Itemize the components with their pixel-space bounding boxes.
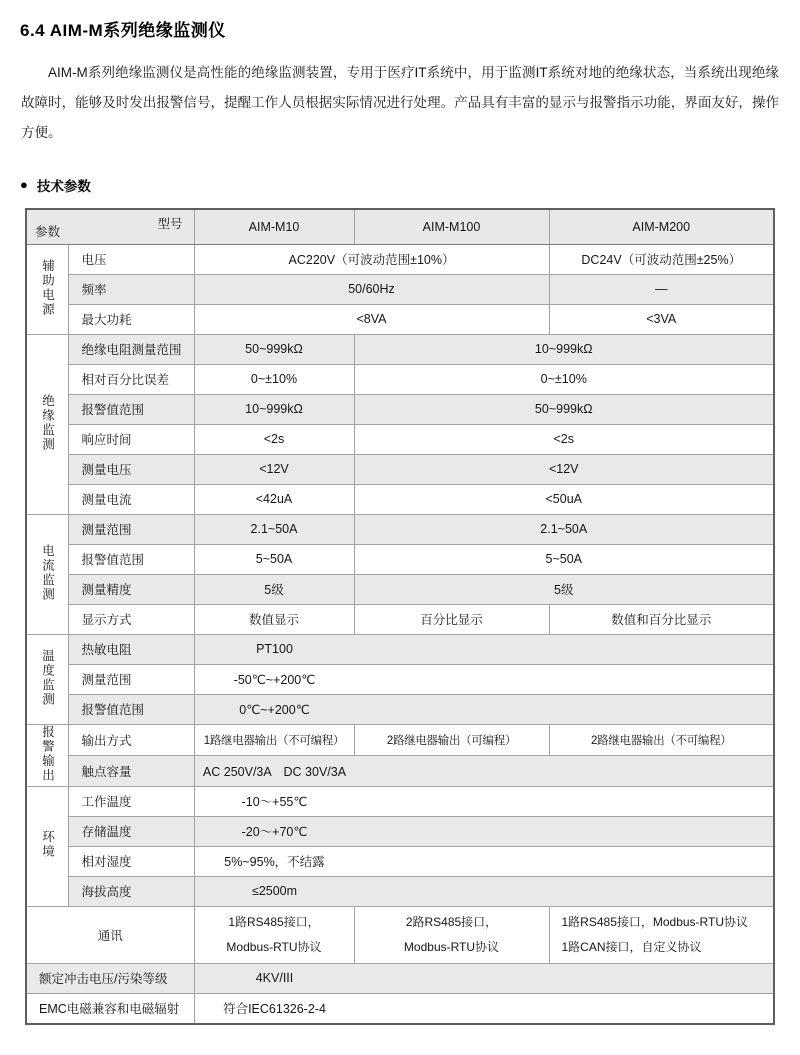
row-current-range: [26, 514, 774, 544]
row-temp-alarm-range: [26, 694, 774, 724]
display-mode-value-m100: 百分比显示: [354, 604, 549, 634]
current-range-value-m100-m200: 2.1~50A: [354, 514, 774, 544]
row-resistance-range-label: 绝缘电阻测量范围: [68, 334, 194, 364]
row-altitude-label: 海拔高度: [68, 876, 194, 906]
communication-value-m200: [549, 906, 774, 963]
document-page: [0, 16, 800, 1055]
resistance-range-value-m100-m200: 10~999kΩ: [354, 334, 774, 364]
emc-value-text: 符合IEC61326-2-4: [223, 1002, 326, 1017]
row-display-mode: [26, 604, 774, 634]
row-frequency: [26, 274, 774, 304]
insulation-alarm-value-m10: 10~999kΩ: [194, 394, 354, 424]
temp-alarm-value-all: [194, 694, 774, 724]
relative-error-value-m100-m200: 0~±10%: [354, 364, 774, 394]
col-header-aim-m100: AIM-M100: [354, 209, 549, 245]
row-working-temp: [26, 786, 774, 816]
row-current-alarm-label: 报警值范围: [68, 544, 194, 574]
thermistor-value-all: [194, 634, 774, 664]
frequency-value-m10-m100: 50/60Hz: [194, 274, 549, 304]
row-measure-voltage-label: 测量电压: [68, 454, 194, 484]
row-measure-voltage: [26, 454, 774, 484]
output-mode-value-m10: 1路继电器输出（不可编程）: [194, 724, 354, 755]
emc-value-all: [194, 993, 774, 1024]
row-contact-capacity: [26, 755, 774, 786]
row-insulation-alarm-range: [26, 394, 774, 424]
storage-temp-value-text: -20～+70℃: [241, 825, 308, 840]
frequency-value-m200: —: [549, 274, 774, 304]
table-header-row: [26, 209, 774, 245]
contact-capacity-value-text: AC 250V/3A DC 30V/3A: [202, 764, 347, 779]
row-relative-error: [26, 364, 774, 394]
storage-temp-value-all: [194, 816, 774, 846]
output-mode-value-m100: 2路继电器输出（可编程）: [354, 724, 549, 755]
row-emc-label: EMC电磁兼容和电磁辐射: [26, 993, 194, 1024]
row-humidity: [26, 846, 774, 876]
current-range-value-m10: 2.1~50A: [194, 514, 354, 544]
row-altitude: [26, 876, 774, 906]
surge-rating-value-text: 4KV/III: [255, 971, 294, 986]
thermistor-value-text: PT100: [256, 642, 293, 657]
group-cell-aux-power: [26, 244, 68, 334]
row-working-temp-label: 工作温度: [68, 786, 194, 816]
temp-range-value-text: -50℃~+200℃: [233, 672, 316, 687]
max-power-value-m10-m100: <8VA: [194, 304, 549, 334]
corner-param-label: 参数: [35, 224, 61, 239]
output-mode-value-m200: 2路继电器输出（不可编程）: [549, 724, 774, 755]
row-output-mode-label: 输出方式: [68, 724, 194, 755]
section-heading-label: 技术参数: [36, 178, 91, 194]
row-communication-label: 通讯: [26, 906, 194, 963]
group-label-insulation: 绝缘监测: [40, 393, 55, 452]
row-measure-current-label: 测量电流: [68, 484, 194, 514]
communication-m10-line1: 1路RS485接口，: [228, 914, 320, 929]
row-current-accuracy-label: 测量精度: [68, 574, 194, 604]
row-emc: [26, 993, 774, 1024]
group-label-environment: 环境: [40, 830, 55, 860]
row-response-time-label: 响应时间: [68, 424, 194, 454]
corner-model-label: 型号: [157, 216, 183, 231]
current-accuracy-value-m10: 5级: [194, 574, 354, 604]
group-label-alarm-output: 报警输出: [40, 724, 55, 783]
bullet-icon: ●: [20, 177, 28, 193]
row-current-range-label: 测量范围: [68, 514, 194, 544]
measure-current-value-m100-m200: <50uA: [354, 484, 774, 514]
col-header-aim-m10: AIM-M10: [194, 209, 354, 245]
row-storage-temp: [26, 816, 774, 846]
row-voltage-label: 电压: [68, 244, 194, 274]
current-accuracy-value-m100-m200: 5级: [354, 574, 774, 604]
page-title: 6.4 AIM-M系列绝缘监测仪: [20, 21, 226, 40]
measure-voltage-value-m100-m200: <12V: [354, 454, 774, 484]
temp-range-value-all: [194, 664, 774, 694]
group-label-current: 电流监测: [40, 543, 55, 602]
display-mode-value-m10: 数值显示: [194, 604, 354, 634]
measure-current-value-m10: <42uA: [194, 484, 354, 514]
altitude-value-text: ≤2500m: [251, 884, 298, 899]
row-voltage: [26, 244, 774, 274]
voltage-value-m10-m100: AC220V（可波动范围±10%）: [194, 244, 549, 274]
working-temp-value-all: [194, 786, 774, 816]
temp-alarm-value-text: 0℃~+200℃: [239, 702, 310, 717]
max-power-value-m200: <3VA: [549, 304, 774, 334]
voltage-value-m200: DC24V（可波动范围±25%）: [549, 244, 774, 274]
communication-m200-line2: 1路CAN接口，自定义协议: [561, 939, 702, 954]
row-temp-range-label: 测量范围: [68, 664, 194, 694]
row-output-mode: [26, 724, 774, 755]
humidity-value-all: [194, 846, 774, 876]
communication-value-m10: [194, 906, 354, 963]
row-contact-capacity-label: 触点容量: [68, 755, 194, 786]
section-heading: [20, 175, 800, 195]
communication-m100-line1: 2路RS485接口，: [405, 914, 498, 929]
row-surge-rating: [26, 963, 774, 993]
contact-capacity-value-all: [194, 755, 774, 786]
altitude-value-all: [194, 876, 774, 906]
row-display-mode-label: 显示方式: [68, 604, 194, 634]
resistance-range-value-m10: 50~999kΩ: [194, 334, 354, 364]
row-resistance-range: [26, 334, 774, 364]
row-temp-range: [26, 664, 774, 694]
col-header-aim-m200: AIM-M200: [549, 209, 774, 245]
communication-value-m100: [354, 906, 549, 963]
current-alarm-value-m10: 5~50A: [194, 544, 354, 574]
row-communication: [26, 906, 774, 963]
row-humidity-label: 相对湿度: [68, 846, 194, 876]
communication-m200-line1: 1路RS485接口，Modbus-RTU协议: [561, 914, 748, 929]
corner-cell: [26, 209, 194, 245]
row-temp-alarm-label: 报警值范围: [68, 694, 194, 724]
row-response-time: [26, 424, 774, 454]
relative-error-value-m10: 0~±10%: [194, 364, 354, 394]
row-insulation-alarm-label: 报警值范围: [68, 394, 194, 424]
row-surge-rating-label: 额定冲击电压/污染等级: [26, 963, 194, 993]
group-cell-alarm-output: [26, 724, 68, 786]
row-measure-current: [26, 484, 774, 514]
surge-rating-value-all: [194, 963, 774, 993]
display-mode-value-m200: 数值和百分比显示: [549, 604, 774, 634]
row-frequency-label: 频率: [68, 274, 194, 304]
current-alarm-value-m100-m200: 5~50A: [354, 544, 774, 574]
communication-m100-line2: Modbus-RTU协议: [403, 939, 500, 954]
insulation-alarm-value-m100-m200: 50~999kΩ: [354, 394, 774, 424]
row-storage-temp-label: 存储温度: [68, 816, 194, 846]
group-cell-environment: [26, 786, 68, 906]
row-thermistor: [26, 634, 774, 664]
intro-paragraph: AIM-M系列绝缘监测仪是高性能的绝缘监测装置，专用于医疗IT系统中，用于监测IT系统对地的绝缘状态，当系统出现绝缘故障时，能够及时发出报警信号，提醒工作人员根据实际情况进行处理。产品具有丰富的显示与报警指示功能，界面友好，操作方便。: [21, 65, 779, 140]
response-time-value-m10: <2s: [194, 424, 354, 454]
communication-m10-line2: Modbus-RTU协议: [226, 939, 322, 954]
row-relative-error-label: 相对百分比误差: [68, 364, 194, 394]
measure-voltage-value-m10: <12V: [194, 454, 354, 484]
group-cell-current: [26, 514, 68, 634]
group-cell-temperature: [26, 634, 68, 724]
row-current-accuracy: [26, 574, 774, 604]
group-label-aux-power: 辅助电源: [40, 258, 55, 317]
group-label-temperature: 温度监测: [40, 648, 55, 707]
humidity-value-text: 5%~95%，不结露: [224, 855, 325, 870]
spec-table: [25, 208, 775, 1025]
group-cell-insulation: [26, 334, 68, 514]
row-current-alarm-range: [26, 544, 774, 574]
row-max-power-label: 最大功耗: [68, 304, 194, 334]
working-temp-value-text: -10～+55℃: [241, 795, 308, 810]
row-max-power: [26, 304, 774, 334]
row-thermistor-label: 热敏电阻: [68, 634, 194, 664]
response-time-value-m100-m200: <2s: [354, 424, 774, 454]
